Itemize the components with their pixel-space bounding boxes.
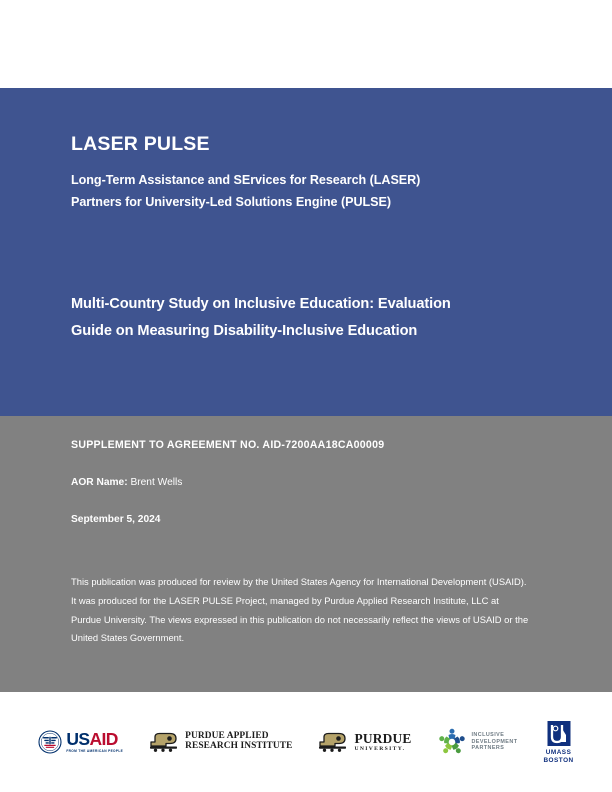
usaid-wordmark (66, 728, 124, 754)
purdue-university-line-1: PURDUE (354, 730, 412, 746)
publication-date: September 5, 2024 (71, 514, 161, 525)
idp-wordmark (471, 732, 517, 753)
brand-block (71, 88, 541, 214)
logo-purdue-applied-research-institute (149, 731, 292, 753)
brand-expansion-line-2: Partners for University-Led Solutions Engine (PULSE) (71, 195, 391, 210)
idp-line-2: DEVELOPMENT (471, 738, 518, 745)
document-title-block (71, 291, 541, 346)
logo-inclusive-development-partners (437, 727, 517, 757)
logo-umass-boston (543, 720, 573, 763)
logo-usaid (38, 730, 123, 754)
gray-info-band (0, 416, 612, 692)
purdue-train-p-icon (149, 731, 180, 753)
partner-logo-strip (0, 692, 612, 792)
umass-line-1: UMASS (545, 749, 572, 757)
brand-title: LASER PULSE (71, 133, 210, 155)
usaid-word-aid: AID (89, 728, 118, 749)
umass-shield-icon (546, 720, 572, 747)
logo-purdue-university (318, 731, 411, 753)
purdue-university-line-2: UNIVERSITY. (354, 745, 406, 752)
purdue-applied-research-institute-wordmark (185, 732, 292, 752)
purdue-train-p-icon (318, 731, 349, 753)
usaid-word-us: US (66, 728, 90, 749)
idp-people-circle-icon (437, 727, 467, 757)
umass-boston-wordmark (543, 749, 573, 763)
top-white-margin (0, 0, 612, 88)
pari-line-2: RESEARCH INSTITUTE (185, 741, 293, 751)
blue-header-band (0, 88, 612, 416)
pari-line-1: PURDUE APPLIED (185, 731, 269, 742)
purdue-university-wordmark (354, 732, 411, 753)
umass-line-2: BOSTON (543, 756, 574, 764)
usaid-tagline: FROM THE AMERICAN PEOPLE (66, 749, 124, 754)
usaid-seal-icon (38, 730, 62, 754)
agreement-number: SUPPLEMENT TO AGREEMENT NO. AID-7200AA18CA00009 (71, 439, 385, 451)
idp-line-1: INCLUSIVE (471, 731, 505, 738)
document-title-line-1: Multi-Country Study on Inclusive Education: Evaluation (71, 295, 451, 312)
document-title-line-2: Guide on Measuring Disability-Inclusive Education (71, 323, 418, 340)
aor-label: AOR Name: (71, 477, 128, 488)
idp-line-3: PARTNERS (471, 745, 505, 752)
brand-expansion-line-1: Long-Term Assistance and SErvices for Research (LASER) (71, 173, 421, 188)
aor-value: Brent Wells (130, 477, 183, 488)
aor-name-line (71, 451, 541, 488)
disclaimer-text: This publication was produced for review by the United States Agency for International Development (USAID). It was produced for the LASER PULSE Project, managed by Purdue Applied Research Institute, LLC at Purdue University. The views expressed in this publication do not necessarily reflect the views of USAID or the United States Government. (71, 576, 529, 644)
